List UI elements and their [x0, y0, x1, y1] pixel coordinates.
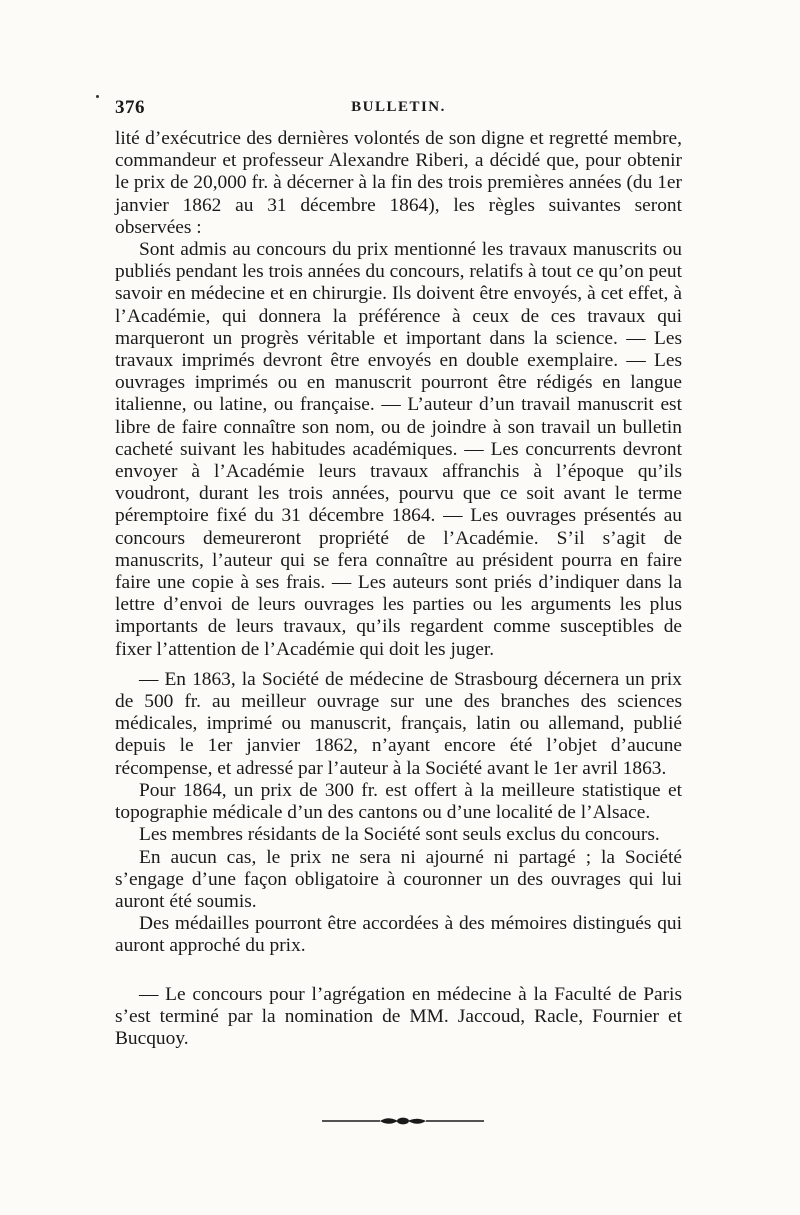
running-title: BULLETIN.	[351, 99, 446, 115]
ink-speck	[96, 95, 99, 98]
paragraph-medals: Des médailles pourront être accordées à des mémoires distingués qui auront approché du prix.	[115, 913, 682, 957]
paragraph-riberi-continuation: lité d’exécutrice des dernières volontés de son digne et regretté membre, commandeur et professeur Alexandre Riberi, a décidé que, pour obtenir le prix de 20,000 fr. à décerner à la fin des trois premières années (du 1er janvier 1862 au 31 décembre 1864), les règles suivantes seront observées :	[115, 128, 682, 238]
body-text	[115, 128, 682, 1050]
page-number: 376	[115, 97, 145, 118]
paragraph-agregation: — Le concours pour l’agrégation en médecine à la Faculté de Paris s’est terminé par la nomination de MM. Jaccoud, Racle, Fournier et Bucquoy.	[115, 983, 682, 1049]
decorative-tail-rule	[322, 1114, 484, 1128]
paragraph-1864-prize: Pour 1864, un prix de 300 fr. est offert à la meilleure statistique et topographie médicale d’un des cantons ou d’une localité de l’Alsace.	[115, 779, 682, 824]
paragraph-exclusion: Les membres résidants de la Société sont seuls exclus du concours.	[139, 824, 660, 846]
paragraph-obligation: En aucun cas, le prix ne sera ni ajourné ni partagé ; la Société s’engage d’une façon obligatoire à couronner un des ouvrages qui lui auront été soumis.	[115, 846, 682, 912]
running-head	[115, 97, 682, 121]
paragraph-strasbourg-prize: — En 1863, la Société de médecine de Strasbourg décernera un prix de 500 fr. au meilleur ouvrage sur une des branches des sciences médicales, imprimé ou manuscrit, français, latin ou allemand, publié depuis le 1er janvier 1862, n’ayant encore été l’objet d’aucune récompense, et adressé par l’auteur à la Société avant le 1er avril 1863.	[115, 668, 682, 779]
paragraph-contest-rules: Sont admis au concours du prix mentionné les travaux manuscrits ou publiés pendant les trois années du concours, relatifs à tout ce qu’on peut savoir en médecine et en chirurgie. Ils doivent être envoyés, à cet effet, à l’Académie, qui donnera la préférence à ceux de ces travaux qui marqueront un progrès véritable et important dans la science. — Les travaux imprimés devront être envoyés en double exemplaire. — Les ouvrages imprimés ou en manuscrit pourront être rédigés en langue italienne, ou latine, ou française. — L’auteur d’un travail manuscrit est libre de faire connaître son nom, ou de joindre à son travail un bulletin cacheté suivant les habitudes académiques. — Les concurrents devront envoyer à l’Académie leurs travaux affranchis à l’époque qu’ils voudront, durant les trois années, pourvu que ce soit avant le terme péremptoire fixé du 31 décembre 1864. — Les ouvrages présentés au concours demeureront propriété de l’Académie. S’il s’agit de manuscrits, l’auteur qui se fera connaître au président pourra en faire faire une copie à ses frais. — Les auteurs sont priés d’indiquer dans la lettre d’envoi de leurs ouvrages les parties ou les arguments les plus importants de leurs travaux, qu’ils regardent comme susceptibles de fixer l’attention de l’Académie qui doit les juger.	[115, 239, 683, 660]
